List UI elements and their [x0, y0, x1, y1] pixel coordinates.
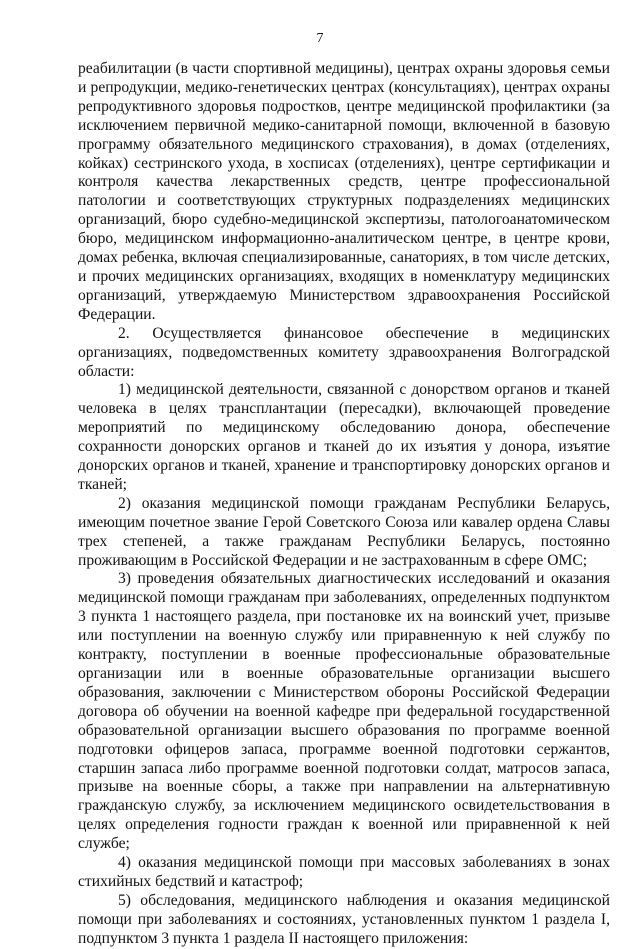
paragraph-subitem-5: 5) обследования, медицинского наблюдения и оказания медицинской помощи при заболеваниях и состояниях, установленных пунктом 1 раздела I, подпунктом 3 пункта 1 раздела II настоящего приложения:: [78, 891, 610, 947]
paragraph-item-2: 2. Осуществляется финансовое обеспечение в медицинских организациях, подведомственных комитету здравоохранения Волгоградской области:: [78, 324, 610, 380]
document-body: [78, 60, 610, 949]
paragraph-continuation: реабилитации (в части спортивной медицины), центрах охраны здоровья семьи и репродукции, медико-генетических центрах (консультациях), центрах охраны репродуктивного здоровья подростков, центре медицинской профилактики (за исключением первичной медико-санитарной помощи, включенной в базовую программу обязательного медицинского страхования), в домах (отделениях, койках) сестринского ухода, в хосписах (отделениях), центре сертификации и контроля качества лекарственных средств, центре профессиональной патологии и соответствующих структурных подразделениях медицинских организаций, бюро судебно-медицинской экспертизы, патологоанатомическом бюро, медицинском информационно-аналитическом центре, в центре крови, домах ребенка, включая специализированные, санаториях, в том числе детских, и прочих медицинских организациях, входящих в номенклатуру медицинских организаций, утверждаемую Министерством здравоохранения Российской Федерации.: [78, 60, 610, 323]
paragraph-subitem-1: 1) медицинской деятельности, связанной с донорством органов и тканей человека в целях трансплантации (пересадки), включающей проведение мероприятий по медицинскому обследованию донора, обеспечение сохранности донорских органов и тканей до их изъятия у донора, изъятие донорских органов и тканей, хранение и транспортировку донорских органов и тканей;: [78, 381, 610, 493]
paragraph-subitem-2: 2) оказания медицинской помощи гражданам Республики Беларусь, имеющим почетное звание Герой Советского Союза или кавалер ордена Славы трех степеней, а также гражданам Республики Беларусь, постоянно проживающим в Российской Федерации и не застрахованным в сфере ОМС;: [78, 494, 610, 569]
paragraph-subitem-4: 4) оказания медицинской помощи при массовых заболеваниях в зонах стихийных бедствий и катастроф;: [78, 854, 610, 890]
paragraph-subitem-3: 3) проведения обязательных диагностических исследований и оказания медицинской помощи гражданам при заболеваниях, определенных подпунктом 3 пункта 1 настоящего раздела, при постановке их на воинский учет, призыве или поступлении на военную службу или приравненную к ней службу по контракту, поступлении в военные профессиональные образовательные организации или в военные образовательные организации высшего образования, заключении с Министерством обороны Российской Федерации договора об обучении на военной кафедре при федеральной государственной образовательной организации высшего образования по программе военной подготовки офицеров запаса, программе военной подготовки сержантов, старшин запаса либо программе военной подготовки солдат, матросов запаса, призыве на военные сборы, а также при направлении на альтернативную гражданскую службу, за исключением медицинского освидетельствования в целях определения годности граждан к военной или приравненной к ней службе;: [78, 570, 610, 853]
page-number: 7: [316, 31, 324, 46]
